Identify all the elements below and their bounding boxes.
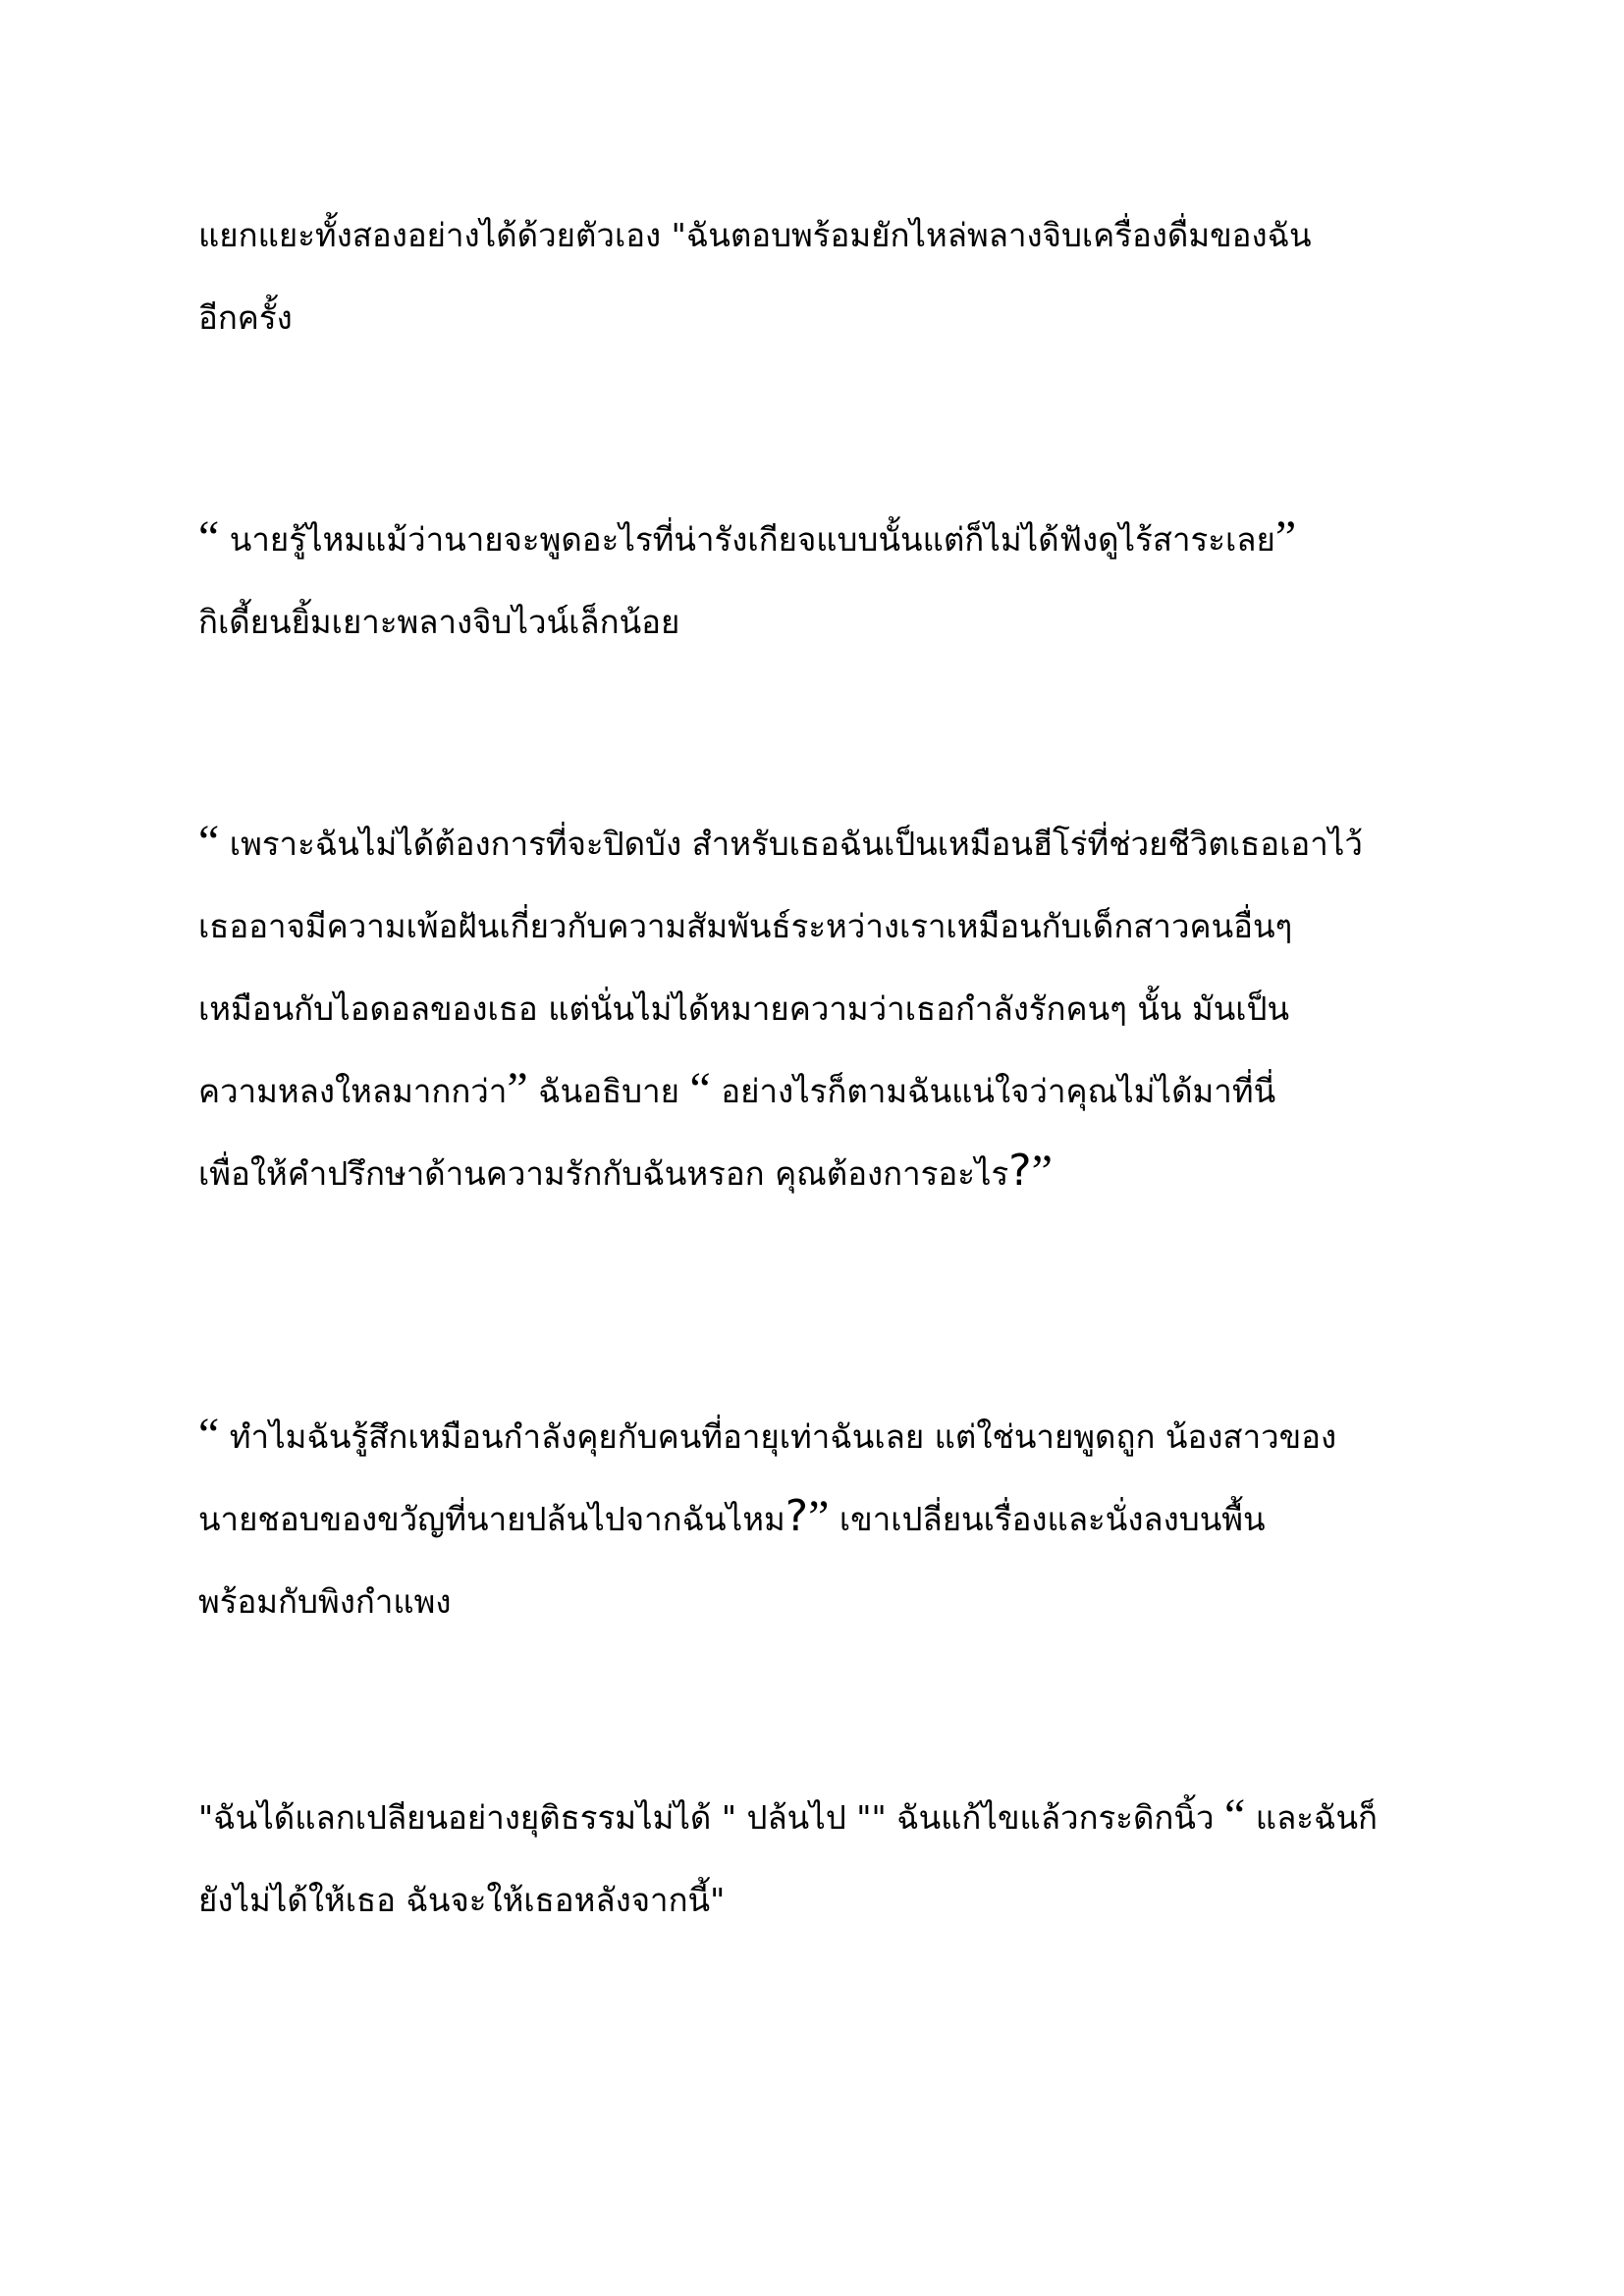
text-line (198, 1478, 1435, 1561)
text-line (198, 1777, 1435, 1859)
text-run: เพื่อให้คำปรึกษาด้านความรักกับฉันหรอก คุณต้องการอะไร (198, 1154, 1009, 1193)
text-run: เพราะฉันไม่ได้ต้องการที่จะปิดบัง สำหรับเธอฉันเป็นเหมือนฮีโร่ที่ช่วยชีวิตเธอเอาไว้ (219, 825, 1363, 863)
text-line: กิเดี้ยนยิ้มเยาะพลางจิบไวน์เล็กน้อย (198, 603, 680, 641)
paragraph (198, 499, 1435, 664)
open-quote-mark: “ (1224, 1789, 1246, 1842)
text-run: "ฉันได้แลกเปลียนอย่างยุติธรรมไม่ได้ " ปล้นไป "" ฉันแก้ไขแล้วกระดิกนิ้ว (198, 1798, 1224, 1837)
text-line (198, 803, 1435, 885)
text-line (198, 499, 1435, 581)
text-line (198, 1050, 1435, 1133)
question-mark: ? (1008, 1146, 1032, 1196)
open-quote-mark: “ (198, 1409, 220, 1461)
text-line: เธออาจมีความเพ้อฝันเกี่ยวกับความสัมพันธ์ระหว่างเราเหมือนกับเด็กสาวคนอื่นๆ (198, 907, 1293, 945)
paragraph (198, 194, 1435, 359)
text-line (198, 1396, 1435, 1478)
open-quote-mark: “ (198, 816, 220, 868)
text-run: เขาเปลี่ยนเรื่องและนั่งลงบนพื้น (829, 1500, 1266, 1538)
text-run: นายรู้ไหมแม้ว่านายจะพูดอะไรที่น่ารังเกียจแบบนั้นแต่ก็ไม่ได้ฟังดูไร้สาระเลย (219, 520, 1275, 559)
open-quote-mark: “ (198, 511, 220, 563)
text-line: พร้อมกับพิงกำแพง (198, 1582, 452, 1621)
paragraph (198, 1396, 1435, 1643)
text-line: เหมือนกับไอดอลของเธอ แต่นั่นไม่ได้หมายความว่าเธอกำลังรักคนๆ นั้น มันเป็น (198, 989, 1290, 1028)
text-line (198, 1133, 1435, 1215)
text-line: แยกแยะทั้งสองอย่างได้ด้วยตัวเอง "ฉันตอบพร้อมยักไหล่พลางจิบเครื่องดื่มของฉัน (198, 216, 1312, 254)
paragraph (198, 1777, 1435, 1942)
text-run: อย่างไรก็ตามฉันแน่ใจว่าคุณไม่ได้มาที่นี่ (710, 1072, 1276, 1110)
close-quote-mark: ” (1031, 1146, 1053, 1198)
question-mark: ? (785, 1491, 809, 1541)
text-run: ทำไมฉันรู้สึกเหมือนกำลังคุยกับคนที่อายุเท่าฉันเลย แต่ใช่นายพูดถูก น้องสาวของ (219, 1417, 1337, 1456)
text-line: ยังไม่ได้ให้เธอ ฉันจะให้เธอหลังจากนี้" (198, 1881, 726, 1919)
close-quote-mark: ” (507, 1063, 528, 1115)
close-quote-mark: ” (1274, 511, 1297, 563)
paragraph (198, 803, 1435, 1215)
text-line: อีกครั้ง (198, 298, 293, 337)
text-run: ความหลงใหลมากกว่า (198, 1072, 508, 1110)
close-quote-mark: ” (808, 1491, 830, 1543)
text-run: และฉันก็ (1245, 1798, 1379, 1837)
text-run: นายชอบของขวัญที่นายปล้นไปจากฉันไหม (198, 1500, 785, 1538)
open-quote-mark: “ (689, 1063, 711, 1115)
text-run: ฉันอธิบาย (527, 1072, 690, 1110)
